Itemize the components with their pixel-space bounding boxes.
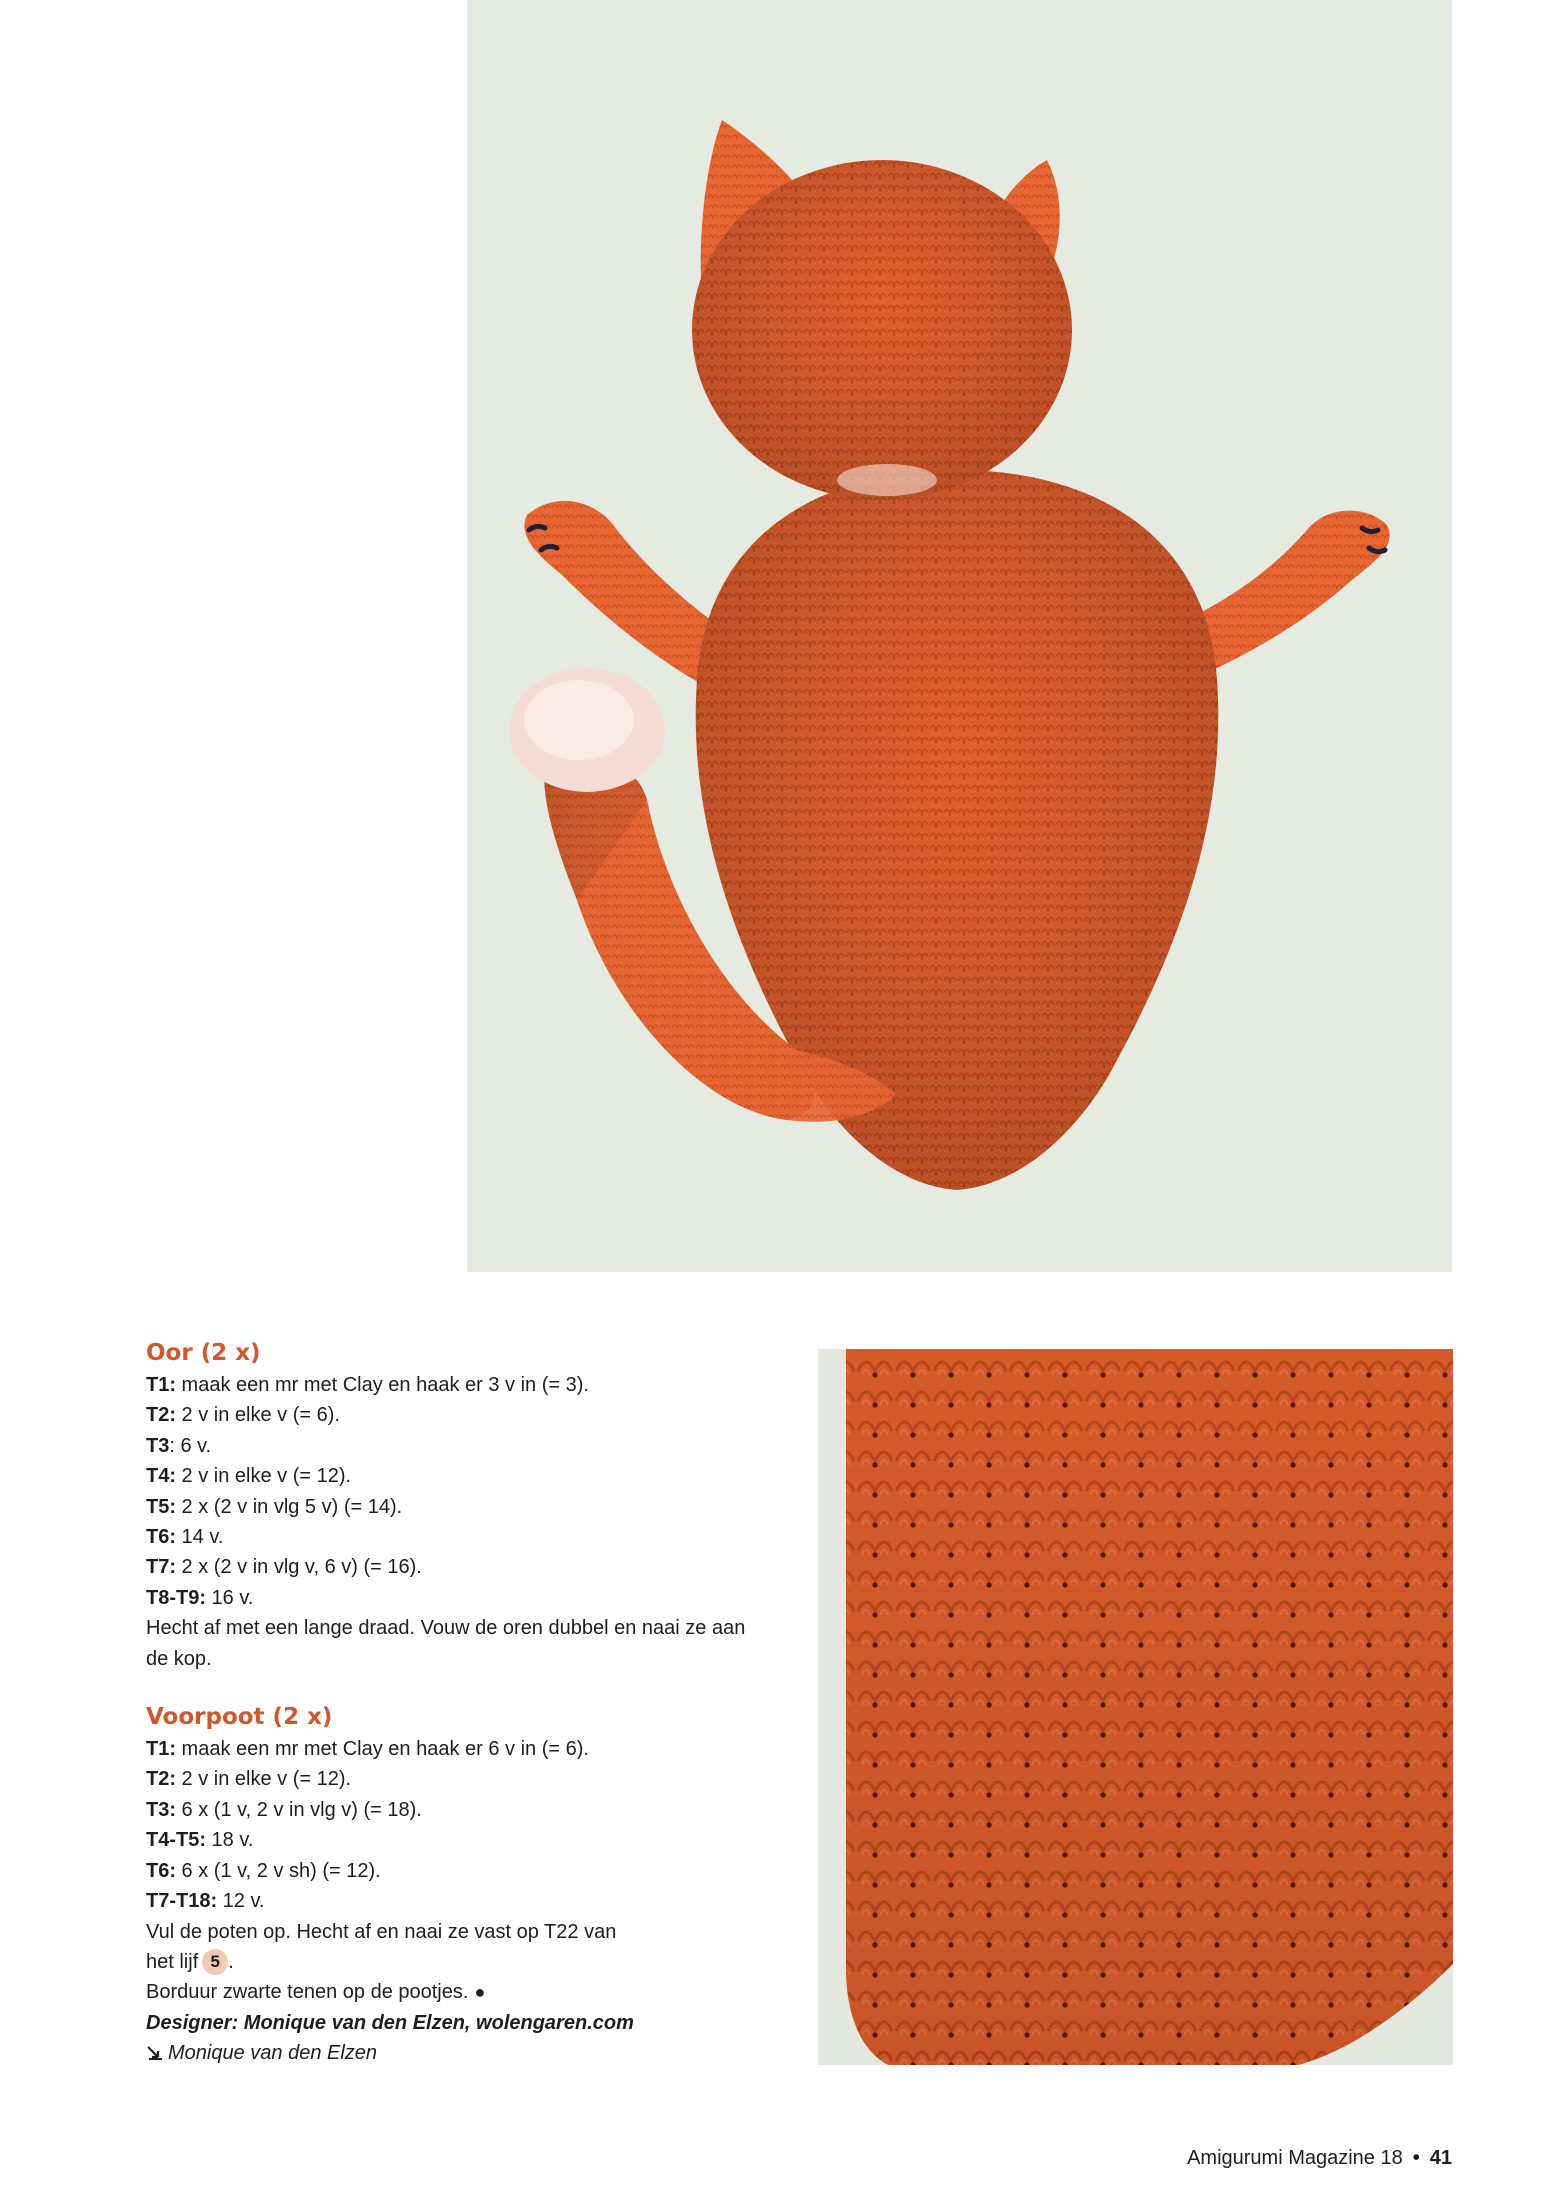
footer-separator: •: [1412, 2147, 1420, 2169]
detail-photo: [818, 1349, 1453, 2065]
instruction-line: T8-T9: 16 v.: [146, 1586, 254, 1609]
section-voorpoot: [146, 1700, 746, 2068]
magazine-name: Amigurumi Magazine 18: [1187, 2147, 1403, 2169]
instruction-line: T7-T18: 12 v.: [146, 1890, 265, 1913]
instruction-line: T3: 6 v.: [146, 1434, 212, 1457]
instruction-closing: het lijf 5 .: [146, 1950, 234, 1973]
photographer-icon: [146, 2044, 164, 2060]
section-title-voorpoot: Voorpoot (2 x): [146, 1704, 333, 1731]
end-bullet: ●: [474, 1982, 486, 2003]
instruction-line: T3: 6 x (1 v, 2 v in vlg v) (= 18).: [146, 1798, 422, 1821]
section-oor: [146, 1336, 746, 1674]
step-badge: 5: [202, 1949, 228, 1975]
photo-credit: Monique van den Elzen: [146, 2038, 746, 2068]
page-number: 41: [1429, 2147, 1452, 2169]
page-footer: [1187, 2147, 1452, 2170]
instruction-line: T6: 14 v.: [146, 1526, 224, 1549]
instruction-closing: Vul de poten op. Hecht af en naai ze vast op T22 van: [146, 1920, 617, 1943]
instruction-closing: Hecht af met een lange draad. Vouw de oren dubbel en naai ze aan de kop.: [146, 1617, 746, 1670]
instruction-line: T5: 2 x (2 v in vlg 5 v) (= 14).: [146, 1495, 403, 1518]
instruction-line: T4: 2 v in elke v (= 12).: [146, 1465, 352, 1488]
instruction-line: T2: 2 v in elke v (= 12).: [146, 1768, 352, 1791]
instruction-line: T2: 2 v in elke v (= 6).: [146, 1404, 340, 1427]
instruction-line: T7: 2 x (2 v in vlg v, 6 v) (= 16).: [146, 1556, 422, 1579]
instruction-line: T4-T5: 18 v.: [146, 1829, 254, 1852]
detail-texture: [818, 1349, 1453, 2065]
pattern-instructions: [146, 1336, 746, 2069]
instruction-line: T1: maak een mr met Clay en haak er 6 v in (= 6).: [146, 1738, 589, 1761]
instruction-closing: Borduur zwarte tenen op de pootjes. ●: [146, 1981, 486, 2004]
instruction-line: T6: 6 x (1 v, 2 v sh) (= 12).: [146, 1859, 381, 1882]
designer-credit: Designer: Monique van den Elzen, wolengaren.com: [146, 2011, 634, 2034]
fox-illustration: [467, 0, 1452, 1272]
fox-photo: [467, 0, 1452, 1272]
instruction-line: T1: maak een mr met Clay en haak er 3 v in (= 3).: [146, 1374, 589, 1396]
section-title-oor: Oor (2 x): [146, 1340, 261, 1366]
